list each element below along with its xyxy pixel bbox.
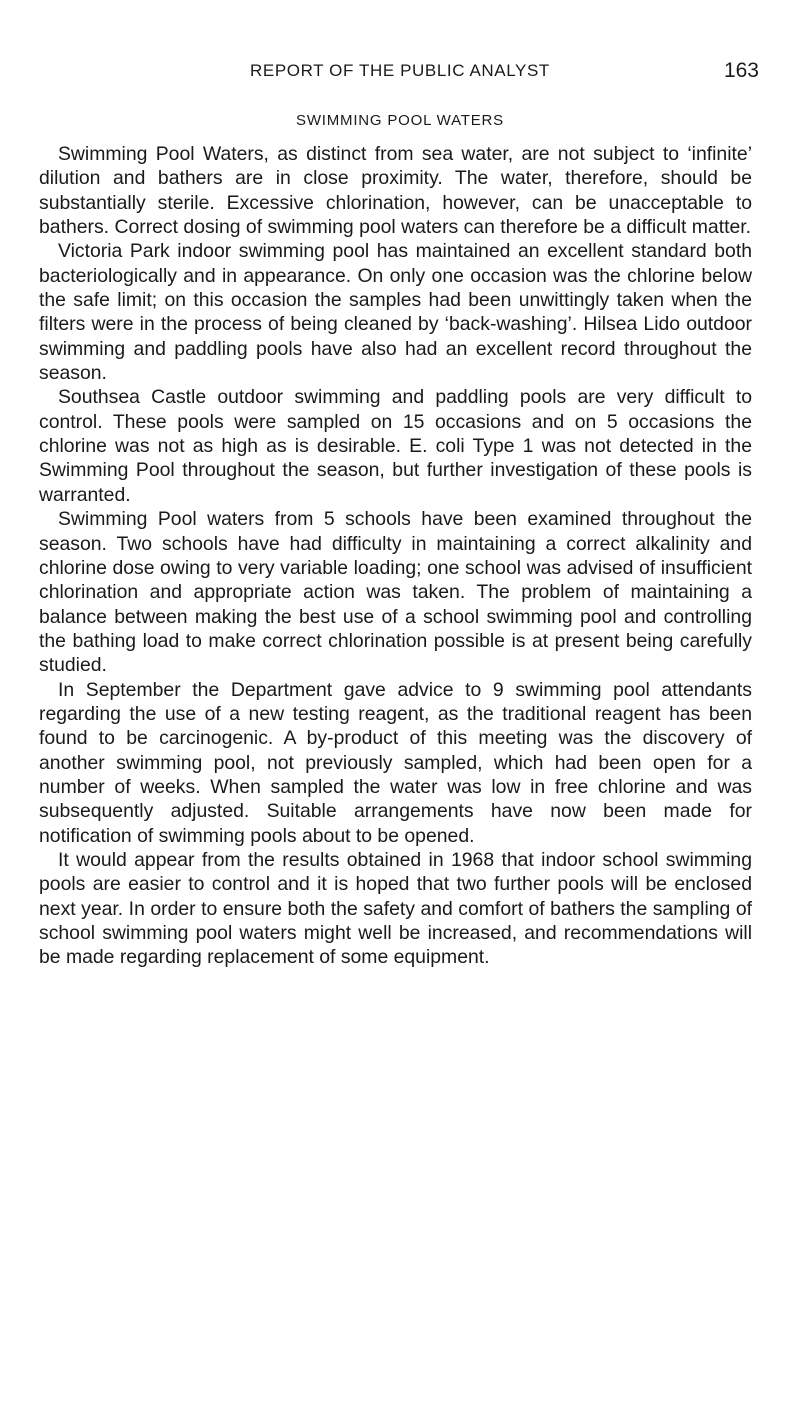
page-number: 163 (723, 59, 759, 82)
paragraph-southsea-castle: Southsea Castle outdoor swimming and paddling pools are very difficult to control. These pools were sampled on 15 occasions and on 5 occasions the chlorine was not as high as is desirable. E. coli Type 1 was not detected in the Swimming Pool throughout the season, but further investigation of these pools is warranted. (39, 386, 752, 506)
paragraph-schools: Swimming Pool waters from 5 schools have been examined throughout the season. Two schools have had difficulty in maintaining a correct alkalinity and chlorine dose owing to very variable loading; one school was advised of insufficient chlorination and appropriate action was taken. The problem of maintaining a balance between making the best use of a school swimming pool and controlling the bathing load to make correct chlorination possible is at present being carefully studied. (39, 508, 752, 677)
page-header (0, 61, 800, 87)
body-text (39, 142, 752, 970)
running-head: REPORT OF THE PUBLIC ANALYST (250, 61, 550, 80)
paragraph-intro: Swimming Pool Waters, as distinct from sea water, are not subject to ‘infinite’ dilution and bathers are in close proximity. The water, therefore, should be substantially sterile. Excessive chlorination, however, can be unacceptable to bathers. Correct dosing of swimming pool waters can therefore be a difficult matter. (39, 143, 752, 239)
paragraph-conclusion: It would appear from the results obtained in 1968 that indoor school swimming pools are easier to control and it is hoped that two further pools will be enclosed next year. In order to ensure both the safety and comfort of bathers the sampling of school swimming pool waters might well be increased, and recommendations will be made regarding replacement of some equipment. (39, 848, 752, 969)
paragraph-september-advice: In September the Department gave advice to 9 swimming pool attendants regarding the use of a new testing reagent, as the traditional reagent has been found to be carcinogenic. A by-product of this meeting was the discovery of another swimming pool, not previously sampled, which had been open for a number of weeks. When sampled the water was low in free chlorine and was subsequently adjusted. Suitable arrangements have now been made for notification of swimming pools about to be opened. (39, 678, 752, 847)
paragraph-victoria-park: Victoria Park indoor swimming pool has maintained an excellent standard both bacteriologically and in appearance. On only one occasion was the chlorine below the safe limit; on this occasion the samples had been unwittingly taken when the filters were in the process of being cleaned by ‘back-washing’. Hilsea Lido outdoor swimming and paddling pools have also had an excellent record throughout the season. (39, 240, 752, 385)
section-title: SWIMMING POOL WATERS (296, 112, 504, 129)
